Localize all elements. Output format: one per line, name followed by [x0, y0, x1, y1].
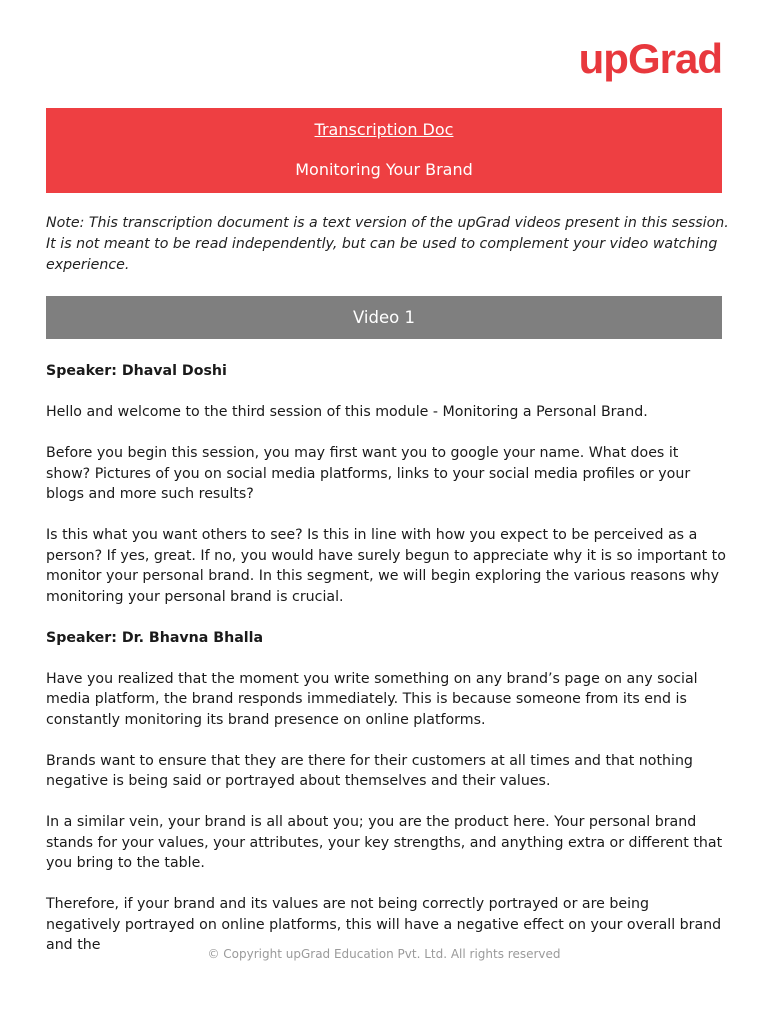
upgrad-logo: upGrad [578, 35, 722, 82]
transcript-paragraph: Therefore, if your brand and its values are not being correctly portrayed or are being negatively portrayed on online platforms, this will have a negative effect on your overall brand and the [46, 896, 722, 953]
speaker-label: Speaker: Dhaval Doshi [46, 363, 227, 379]
transcript-paragraph: Is this what you want others to see? Is this in line with how you expect to be perceived as a person? If yes, great. If no, you would have surely begun to appreciate why it is so important to monitor your personal brand. In this segment, we will begin exploring the various reasons why monitoring your personal brand is crucial. [46, 527, 726, 605]
session-title: Monitoring Your Brand [295, 160, 473, 179]
copyright-footer: © Copyright upGrad Education Pvt. Ltd. All rights reserved [207, 947, 561, 961]
transcript-paragraph: Hello and welcome to the third session of this module - Monitoring a Personal Brand. [46, 404, 648, 420]
transcript-paragraph: In a similar vein, your brand is all about you; you are the product here. Your personal brand stands for your values, your attributes, your key strengths, and anything extra or different that you bring to the table. [46, 814, 723, 871]
video-section-header: Video 1 [46, 296, 722, 339]
transcript-paragraph: Before you begin this session, you may first want you to google your name. What does it show? Pictures of you on social media platforms, links to your social media profiles or your blogs and more such results? [46, 445, 691, 502]
document-type-heading: Transcription Doc [314, 120, 454, 139]
transcript-paragraph: Have you realized that the moment you write something on any brand’s page on any social media platform, the brand responds immediately. This is because someone from its end is constantly monitoring its brand presence on online platforms. [46, 670, 698, 728]
speaker-label: Speaker: Dr. Bhavna Bhalla [46, 629, 264, 646]
title-banner [46, 108, 722, 193]
transcript-paragraph: Brands want to ensure that they are there for their customers at all times and that nothing negative is being said or portrayed about themselves and their values. [46, 752, 693, 789]
transcription-note: Note: This transcription document is a text version of the upGrad videos present in this session. It is not meant to be read independently, but can be used to complement your video watching experience. [46, 215, 729, 273]
transcript-body [46, 361, 726, 976]
